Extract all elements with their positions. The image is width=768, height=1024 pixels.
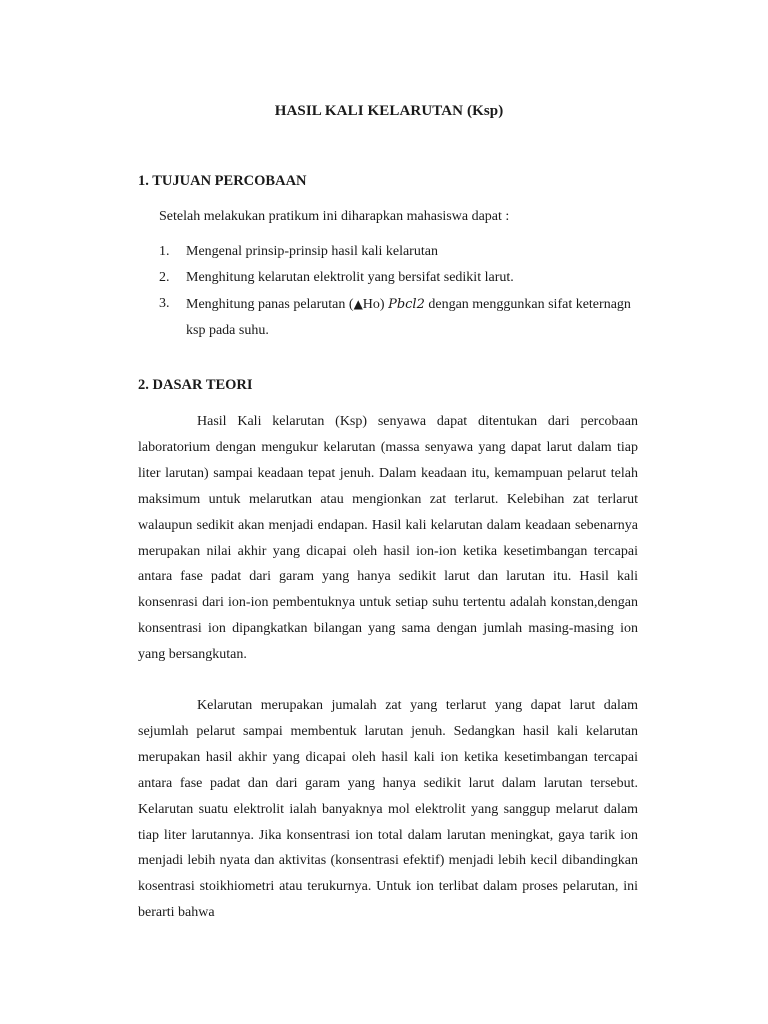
list-item-number: 3.: [159, 296, 170, 311]
list-item: [159, 265, 639, 291]
section-heading-tujuan: 1. TUJUAN PERCOBAAN: [138, 173, 307, 189]
body-paragraph: Kelarutan merupakan jumalah zat yang terlarut yang dapat larut dalam sejumlah pelarut sampai membentuk larutan jenuh. Sedangkan hasil kali kelarutan merupakan hasil akhir yang dicapai oleh hasil kali ion ketika kesetimbangan tercapai antara fase padat dan dari garam yang hanya sedikit larut dalam larutan tersebut. Kelarutan suatu elektrolit ialah banyaknya mol elektrolit yang sanggup melarut dalam tiap liter larutannya. Jika konsentrasi ion total dalam larutan meningkat, gaya tarik ion menjadi lebih nyata dan aktivitas (konsentrasi efektif) menjadi lebih kecil dibandingkan kosentrasi stoikhiometri atau terukurnya. Untuk ion terlibat dalam proses pelarutan, ini berarti bahwa: [138, 698, 638, 921]
list-item-number: 1.: [159, 244, 170, 259]
section-intro: Setelah melakukan pratikum ini diharapkan mahasiswa dapat :: [159, 209, 510, 224]
list-item-text: Mengenal prinsip-prinsip hasil kali kelarutan: [186, 244, 438, 259]
list-item-text-after: dengan menggunkan sifat keternagn ksp pada suhu.: [186, 297, 631, 338]
triangle-delta-icon: ▲: [353, 297, 363, 311]
list-item-text: [186, 291, 639, 344]
chemical-formula: Pbcl2: [388, 297, 425, 312]
list-item-text-before: Menghitung panas pelarutan (: [186, 297, 354, 312]
list-item-number: 2.: [159, 270, 170, 285]
enthalpy-symbol: Ho): [362, 297, 389, 312]
list-item-text: Menghitung kelarutan elektrolit yang bersifat sedikit larut.: [186, 270, 514, 285]
list-item: [159, 239, 639, 265]
document-title: HASIL KALI KELARUTAN (Ksp): [274, 103, 504, 119]
objectives-list: [159, 239, 639, 344]
list-item: [159, 291, 639, 344]
body-paragraph: Hasil Kali kelarutan (Ksp) senyawa dapat ditentukan dari percobaan laboratorium dengan mengukur kelarutan (massa senyawa yang dapat larut dalam tiap liter larutan) sampai keadaan tepat jenuh. Dalam keadaan itu, kemampuan pelarut telah maksimum untuk melarutkan atau mengionkan zat terlarut. Kelebihan zat terlarut walaupun sedikit akan menjadi endapan. Hasil kali kelarutan dalam keadaan sebenarnya merupakan nilai akhir yang dicapai oleh hasil ion-ion ketika kesetimbangan tercapai antara fase padat dari garam yang hanya sedikit larut dan larutan itu. Hasil kali konsenrasi dari ion-ion pembentuknya untuk setiap suhu tertentu adalah konstan,dengan konsentrasi ion dipangkatkan bilangan yang sama dengan jumlah masing-masing ion yang bersangkutan.: [138, 414, 638, 663]
section-heading-dasar-teori: 2. DASAR TEORI: [138, 377, 253, 393]
